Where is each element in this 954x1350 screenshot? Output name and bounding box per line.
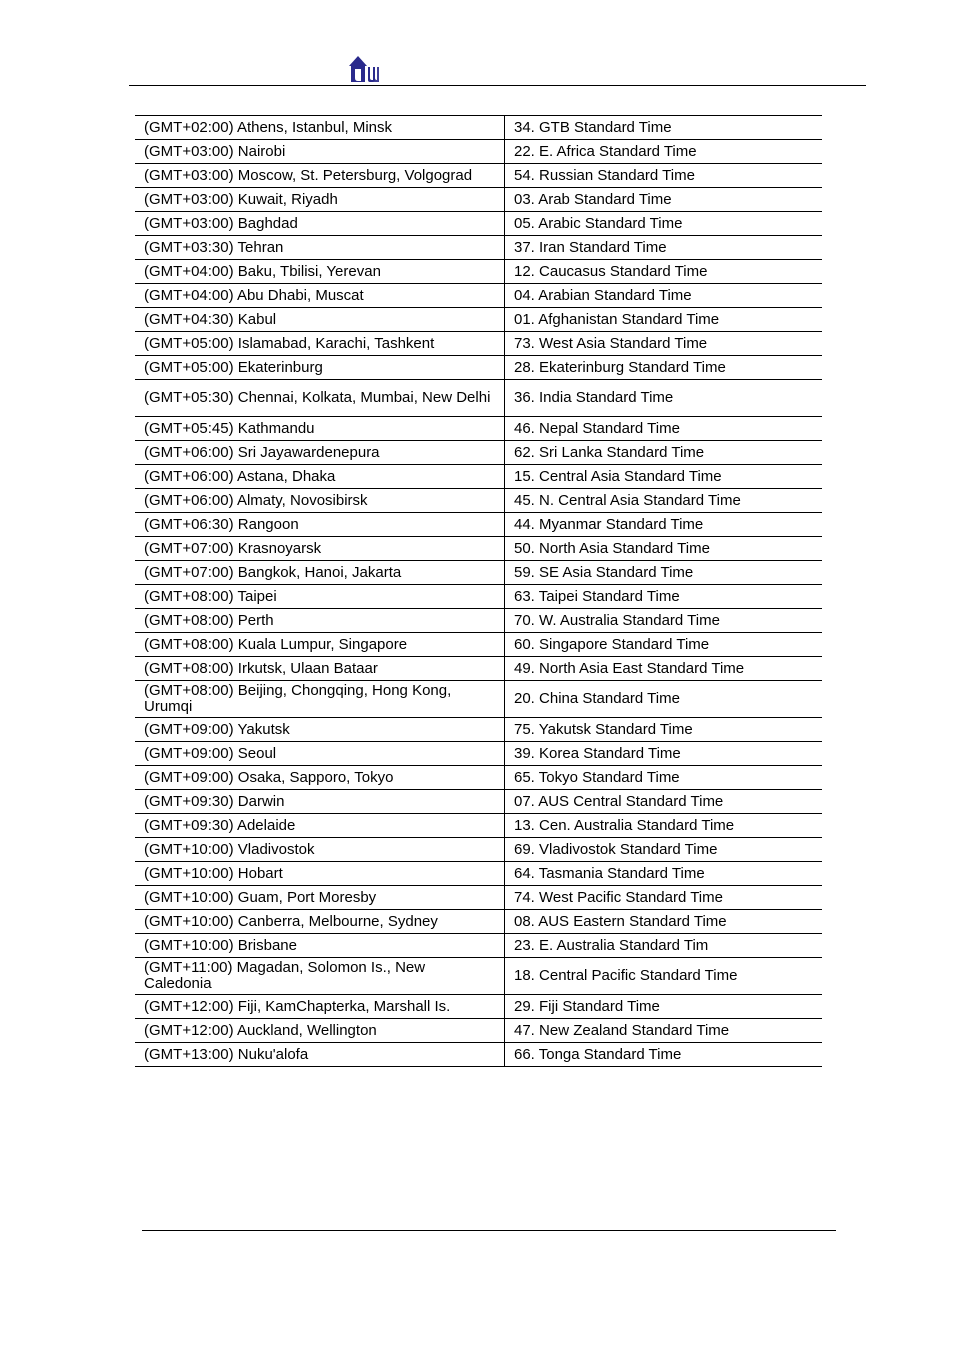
standard-time-name-cell: 29. Fiji Standard Time [505, 995, 823, 1019]
table-row [135, 441, 822, 465]
table-row [135, 489, 822, 513]
timezone-cell: (GMT+04:30) Kabul [135, 308, 505, 332]
timezone-cell: (GMT+06:00) Almaty, Novosibirsk [135, 489, 505, 513]
timezone-cell: (GMT+09:30) Darwin [135, 790, 505, 814]
standard-time-name-cell: 73. West Asia Standard Time [505, 332, 823, 356]
table-row [135, 417, 822, 441]
standard-time-name-cell: 64. Tasmania Standard Time [505, 862, 823, 886]
table-row [135, 116, 822, 140]
table-row [135, 260, 822, 284]
standard-time-name-cell: 74. West Pacific Standard Time [505, 886, 823, 910]
table-row [135, 1019, 822, 1043]
timezone-cell: (GMT+06:00) Astana, Dhaka [135, 465, 505, 489]
table-row [135, 718, 822, 742]
table-row [135, 465, 822, 489]
timezone-table-body [135, 116, 822, 1067]
timezone-cell: (GMT+04:00) Baku, Tbilisi, Yerevan [135, 260, 505, 284]
company-logo-icon [349, 56, 379, 82]
table-row [135, 561, 822, 585]
timezone-cell: (GMT+12:00) Fiji, KamChapterka, Marshall Is. [135, 995, 505, 1019]
timezone-cell: (GMT+10:00) Brisbane [135, 934, 505, 958]
standard-time-name-cell: 49. North Asia East Standard Time [505, 657, 823, 681]
timezone-cell: (GMT+03:30) Tehran [135, 236, 505, 260]
timezone-cell: (GMT+05:45) Kathmandu [135, 417, 505, 441]
standard-time-name-cell: 36. India Standard Time [505, 380, 823, 417]
standard-time-name-cell: 62. Sri Lanka Standard Time [505, 441, 823, 465]
standard-time-name-cell: 59. SE Asia Standard Time [505, 561, 823, 585]
table-row [135, 380, 822, 417]
standard-time-name-cell: 34. GTB Standard Time [505, 116, 823, 140]
table-row [135, 681, 822, 718]
timezone-cell: (GMT+05:00) Ekaterinburg [135, 356, 505, 380]
timezone-cell: (GMT+06:00) Sri Jayawardenepura [135, 441, 505, 465]
timezone-cell: (GMT+03:00) Moscow, St. Petersburg, Volgograd [135, 164, 505, 188]
table-row [135, 236, 822, 260]
timezone-cell: (GMT+08:00) Perth [135, 609, 505, 633]
table-row [135, 958, 822, 995]
timezone-cell: (GMT+09:00) Seoul [135, 742, 505, 766]
table-row [135, 633, 822, 657]
table-row [135, 585, 822, 609]
table-row [135, 212, 822, 236]
standard-time-name-cell: 39. Korea Standard Time [505, 742, 823, 766]
table-row [135, 308, 822, 332]
table-row [135, 934, 822, 958]
standard-time-name-cell: 04. Arabian Standard Time [505, 284, 823, 308]
standard-time-name-cell: 65. Tokyo Standard Time [505, 766, 823, 790]
timezone-cell: (GMT+03:00) Baghdad [135, 212, 505, 236]
table-row [135, 814, 822, 838]
timezone-cell: (GMT+05:00) Islamabad, Karachi, Tashkent [135, 332, 505, 356]
table-row [135, 284, 822, 308]
table-row [135, 910, 822, 934]
table-row [135, 609, 822, 633]
standard-time-name-cell: 13. Cen. Australia Standard Time [505, 814, 823, 838]
standard-time-name-cell: 01. Afghanistan Standard Time [505, 308, 823, 332]
standard-time-name-cell: 50. North Asia Standard Time [505, 537, 823, 561]
timezone-cell: (GMT+10:00) Hobart [135, 862, 505, 886]
standard-time-name-cell: 20. China Standard Time [505, 681, 823, 718]
standard-time-name-cell: 37. Iran Standard Time [505, 236, 823, 260]
standard-time-name-cell: 69. Vladivostok Standard Time [505, 838, 823, 862]
standard-time-name-cell: 15. Central Asia Standard Time [505, 465, 823, 489]
timezone-cell: (GMT+03:00) Kuwait, Riyadh [135, 188, 505, 212]
standard-time-name-cell: 54. Russian Standard Time [505, 164, 823, 188]
standard-time-name-cell: 07. AUS Central Standard Time [505, 790, 823, 814]
timezone-cell: (GMT+04:00) Abu Dhabi, Muscat [135, 284, 505, 308]
table-row [135, 332, 822, 356]
table-row [135, 537, 822, 561]
timezone-cell: (GMT+06:30) Rangoon [135, 513, 505, 537]
timezone-cell: (GMT+09:30) Adelaide [135, 814, 505, 838]
table-row [135, 742, 822, 766]
timezone-cell: (GMT+03:00) Nairobi [135, 140, 505, 164]
table-row [135, 1043, 822, 1067]
timezone-cell: (GMT+05:30) Chennai, Kolkata, Mumbai, New Delhi [135, 380, 505, 417]
standard-time-name-cell: 23. E. Australia Standard Tim [505, 934, 823, 958]
table-row [135, 513, 822, 537]
standard-time-name-cell: 46. Nepal Standard Time [505, 417, 823, 441]
standard-time-name-cell: 12. Caucasus Standard Time [505, 260, 823, 284]
timezone-cell: (GMT+02:00) Athens, Istanbul, Minsk [135, 116, 505, 140]
timezone-cell: (GMT+08:00) Beijing, Chongqing, Hong Kong, Urumqi [135, 681, 505, 718]
table-row [135, 838, 822, 862]
standard-time-name-cell: 05. Arabic Standard Time [505, 212, 823, 236]
standard-time-name-cell: 66. Tonga Standard Time [505, 1043, 823, 1067]
standard-time-name-cell: 60. Singapore Standard Time [505, 633, 823, 657]
timezone-cell: (GMT+10:00) Guam, Port Moresby [135, 886, 505, 910]
timezone-cell: (GMT+10:00) Vladivostok [135, 838, 505, 862]
standard-time-name-cell: 18. Central Pacific Standard Time [505, 958, 823, 995]
standard-time-name-cell: 45. N. Central Asia Standard Time [505, 489, 823, 513]
standard-time-name-cell: 75. Yakutsk Standard Time [505, 718, 823, 742]
standard-time-name-cell: 22. E. Africa Standard Time [505, 140, 823, 164]
standard-time-name-cell: 44. Myanmar Standard Time [505, 513, 823, 537]
timezone-cell: (GMT+07:00) Bangkok, Hanoi, Jakarta [135, 561, 505, 585]
table-row [135, 657, 822, 681]
table-row [135, 995, 822, 1019]
timezone-cell: (GMT+08:00) Taipei [135, 585, 505, 609]
standard-time-name-cell: 28. Ekaterinburg Standard Time [505, 356, 823, 380]
table-row [135, 790, 822, 814]
table-row [135, 886, 822, 910]
timezone-cell: (GMT+08:00) Irkutsk, Ulaan Bataar [135, 657, 505, 681]
table-row [135, 356, 822, 380]
timezone-cell: (GMT+12:00) Auckland, Wellington [135, 1019, 505, 1043]
standard-time-name-cell: 63. Taipei Standard Time [505, 585, 823, 609]
timezone-cell: (GMT+13:00) Nuku'alofa [135, 1043, 505, 1067]
timezone-cell: (GMT+09:00) Osaka, Sapporo, Tokyo [135, 766, 505, 790]
timezone-table [135, 115, 822, 1067]
timezone-cell: (GMT+07:00) Krasnoyarsk [135, 537, 505, 561]
header-divider [129, 85, 866, 86]
footer-divider [142, 1230, 836, 1231]
timezone-cell: (GMT+11:00) Magadan, Solomon Is., New Caledonia [135, 958, 505, 995]
standard-time-name-cell: 08. AUS Eastern Standard Time [505, 910, 823, 934]
table-row [135, 766, 822, 790]
table-row [135, 862, 822, 886]
timezone-cell: (GMT+10:00) Canberra, Melbourne, Sydney [135, 910, 505, 934]
table-row [135, 164, 822, 188]
timezone-cell: (GMT+09:00) Yakutsk [135, 718, 505, 742]
timezone-cell: (GMT+08:00) Kuala Lumpur, Singapore [135, 633, 505, 657]
table-row [135, 140, 822, 164]
standard-time-name-cell: 03. Arab Standard Time [505, 188, 823, 212]
standard-time-name-cell: 47. New Zealand Standard Time [505, 1019, 823, 1043]
standard-time-name-cell: 70. W. Australia Standard Time [505, 609, 823, 633]
table-row [135, 188, 822, 212]
